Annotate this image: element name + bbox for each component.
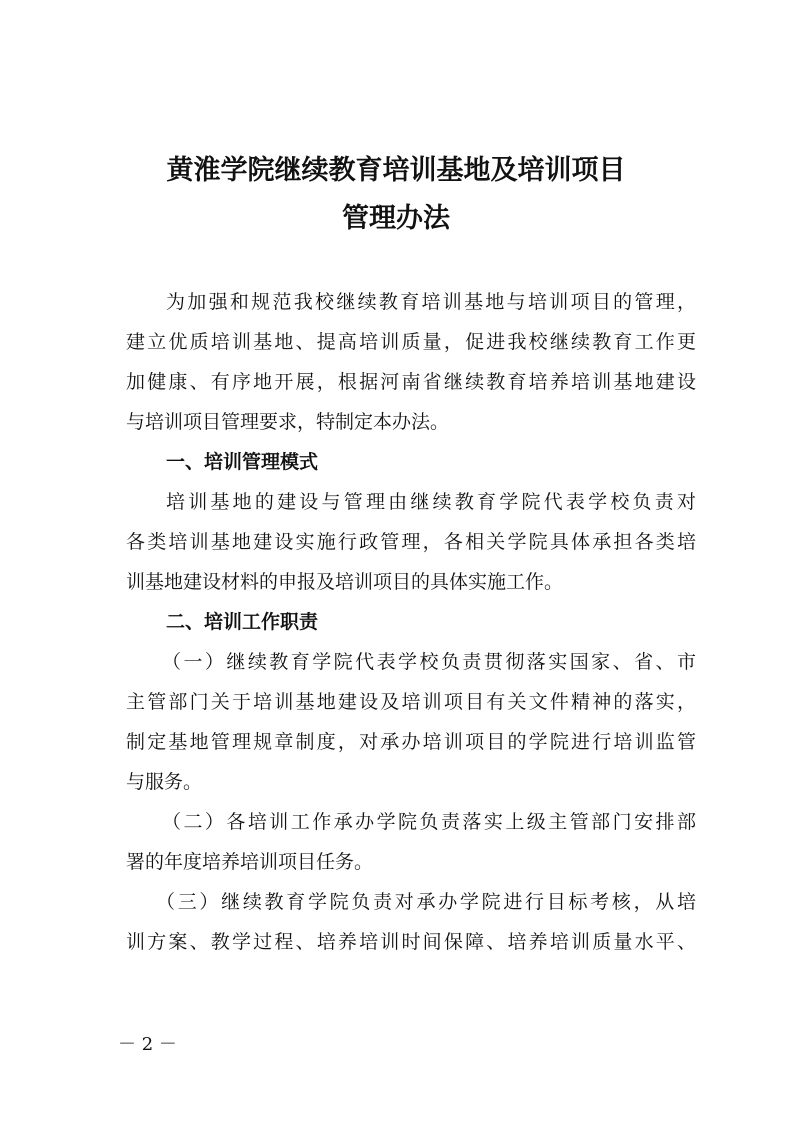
section2-heading: 二、培训工作职责 <box>166 611 319 633</box>
intro-line: 建立优质培训基地、提高培训质量，促进我校继续教育工作更 <box>126 331 696 353</box>
document-title-line2: 管理办法 <box>342 203 450 234</box>
intro-line: 加健康、有序地开展，根据河南省继续教育培养培训基地建设 <box>126 371 696 393</box>
intro-line: 为加强和规范我校继续教育培训基地与培训项目的管理， <box>166 291 696 313</box>
section2-item1-line: （一）继续教育学院代表学校负责贯彻落实国家、省、市 <box>162 651 696 673</box>
section1-line: 训基地建设材料的申报及培训项目的具体实施工作。 <box>126 571 564 593</box>
document-body <box>126 282 696 962</box>
section2-item1-line: 制定基地管理规章制度，对承办培训项目的学院进行培训监管 <box>126 731 696 753</box>
section2-item3-line: （三）继续教育学院负责对承办学院进行目标考核，从培 <box>156 891 696 913</box>
section1-heading: 一、培训管理模式 <box>166 451 319 473</box>
document-title-line1: 黄淮学院继续教育培训基地及培训项目 <box>166 155 626 186</box>
section2-item2-line: （二）各培训工作承办学院负责落实上级主管部门安排部 <box>162 811 696 833</box>
section2-item1-line: 与服务。 <box>126 771 203 793</box>
section2-item1-line: 主管部门关于培训基地建设及培训项目有关文件精神的落实， <box>126 691 696 713</box>
page-number: － 2 － <box>118 1034 177 1055</box>
section2-item3-line: 训方案、教学过程、培养培训时间保障、培养培训质量水平、 <box>126 931 696 953</box>
section1-line: 各类培训基地建设实施行政管理，各相关学院具体承担各类培 <box>126 531 696 553</box>
section2-item2-line: 署的年度培养培训项目任务。 <box>126 851 374 873</box>
intro-line: 与培训项目管理要求，特制定本办法。 <box>126 411 450 433</box>
section1-line: 培训基地的建设与管理由继续教育学院代表学校负责对 <box>166 491 696 513</box>
